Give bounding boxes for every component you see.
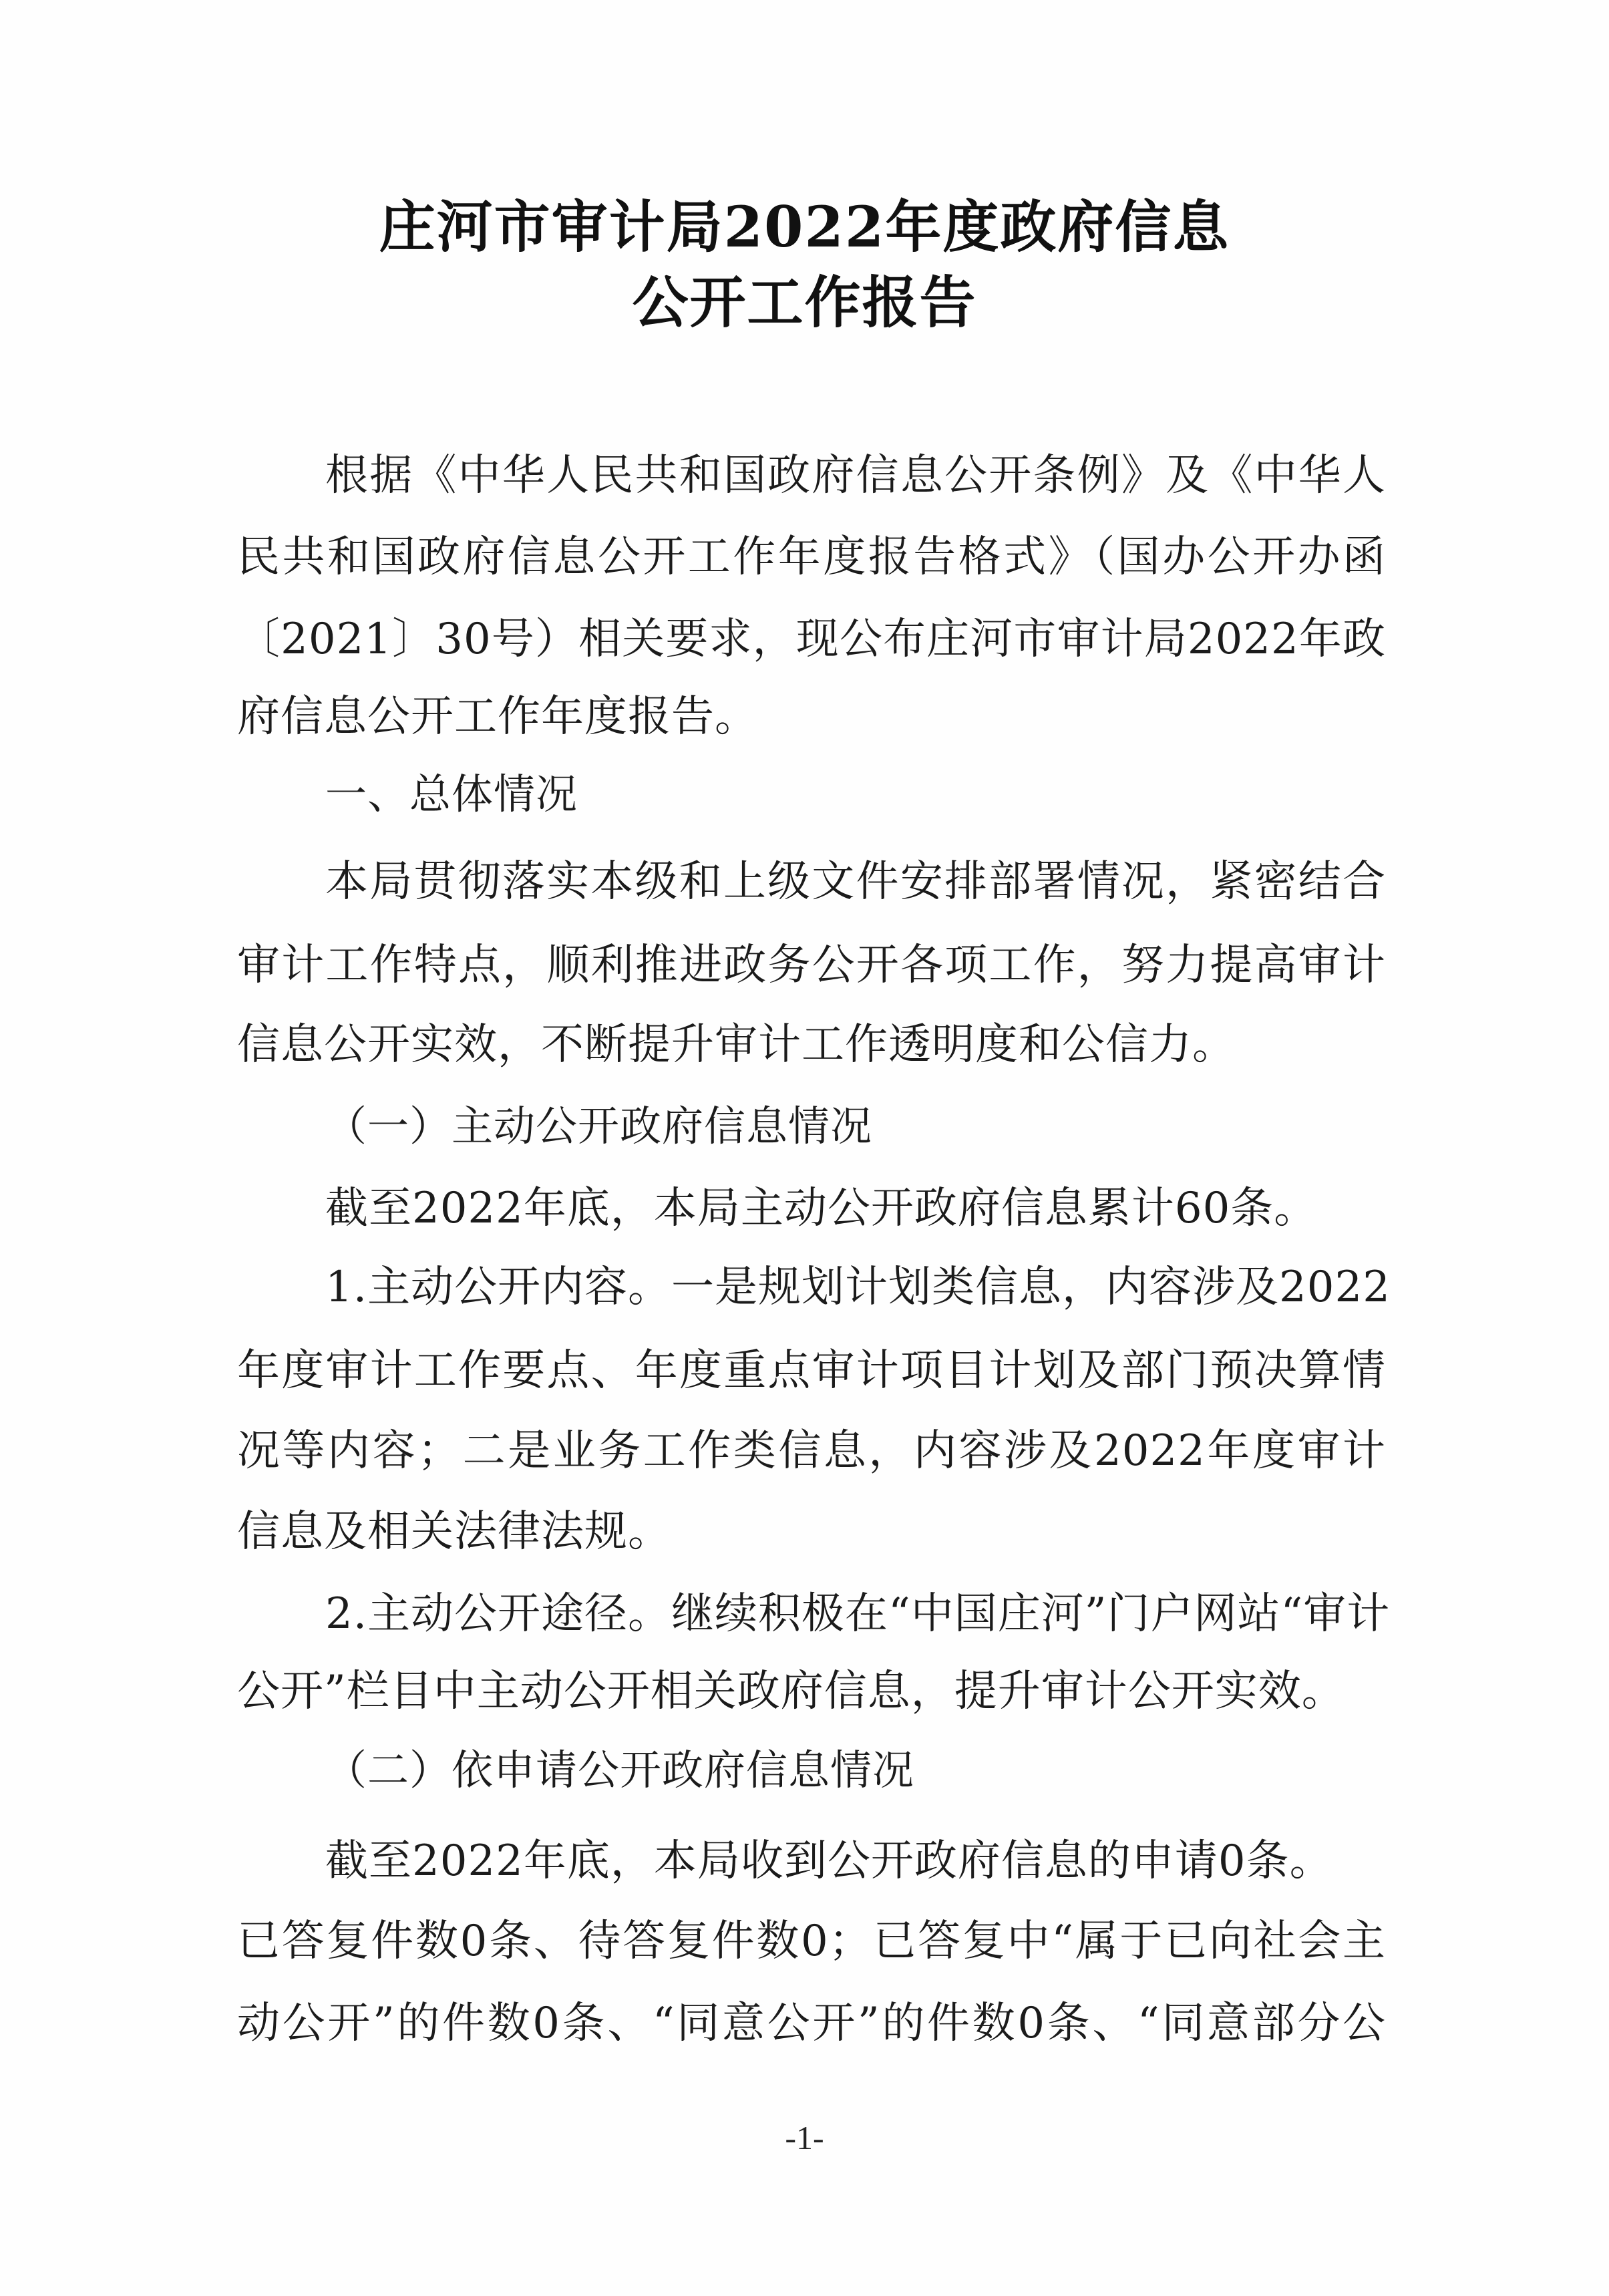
overview-paragraph-line: 本局贯彻落实本级和上级文件安排部署情况，紧密结合 bbox=[325, 857, 1386, 907]
proactive-total-line: 截至2022年底，本局主动公开政府信息累计60条。 bbox=[325, 1184, 1318, 1233]
intro-paragraph-line: 府信息公开工作年度报告。 bbox=[237, 692, 758, 742]
section-heading-overview: 一、总体情况 bbox=[325, 770, 578, 818]
subsection-heading-request-disclosure: （二）依申请公开政府信息情况 bbox=[325, 1746, 915, 1794]
proactive-content-line: 1.主动公开内容。一是规划计划类信息，内容涉及2022 bbox=[325, 1263, 1391, 1312]
intro-paragraph-line: 根据《中华人民共和国政府信息公开条例》及《中华人 bbox=[325, 451, 1386, 500]
document-title-line-1: 庄河市审计局2022年度政府信息 bbox=[379, 194, 1230, 260]
overview-paragraph-line: 审计工作特点，顺利推进政务公开各项工作，努力提高审计 bbox=[237, 941, 1386, 990]
proactive-channel-line: 公开”栏目中主动公开相关政府信息，提升审计公开实效。 bbox=[237, 1667, 1345, 1716]
subsection-heading-proactive-disclosure: （一）主动公开政府信息情况 bbox=[325, 1102, 873, 1150]
intro-paragraph-line: 民共和国政府信息公开工作年度报告格式》（国办公开办函 bbox=[237, 532, 1386, 582]
document-title-line-2: 公开工作报告 bbox=[632, 269, 977, 335]
overview-paragraph-line: 信息公开实效，不断提升审计工作透明度和公信力。 bbox=[237, 1020, 1236, 1070]
request-paragraph-line: 动公开”的件数0条、“同意公开”的件数0条、“同意部分公 bbox=[237, 1999, 1386, 2048]
proactive-channel-line: 2.主动公开途径。继续积极在“中国庄河”门户网站“审计 bbox=[325, 1589, 1391, 1639]
proactive-content-line: 信息及相关法律法规。 bbox=[237, 1507, 671, 1556]
intro-paragraph-line: 〔2021〕30号）相关要求，现公布庄河市审计局2022年政 bbox=[237, 615, 1386, 664]
request-paragraph-line: 已答复件数0条、待答复件数0；已答复中“属于已向社会主 bbox=[237, 1917, 1386, 1966]
proactive-content-line: 年度审计工作要点、年度重点审计项目计划及部门预决算情 bbox=[237, 1346, 1386, 1396]
request-paragraph-line: 截至2022年底，本局收到公开政府信息的申请0条。 bbox=[325, 1836, 1333, 1886]
proactive-content-line: 况等内容；二是业务工作类信息，内容涉及2022年度审计 bbox=[237, 1426, 1386, 1476]
page-number: -1- bbox=[785, 2119, 824, 2156]
